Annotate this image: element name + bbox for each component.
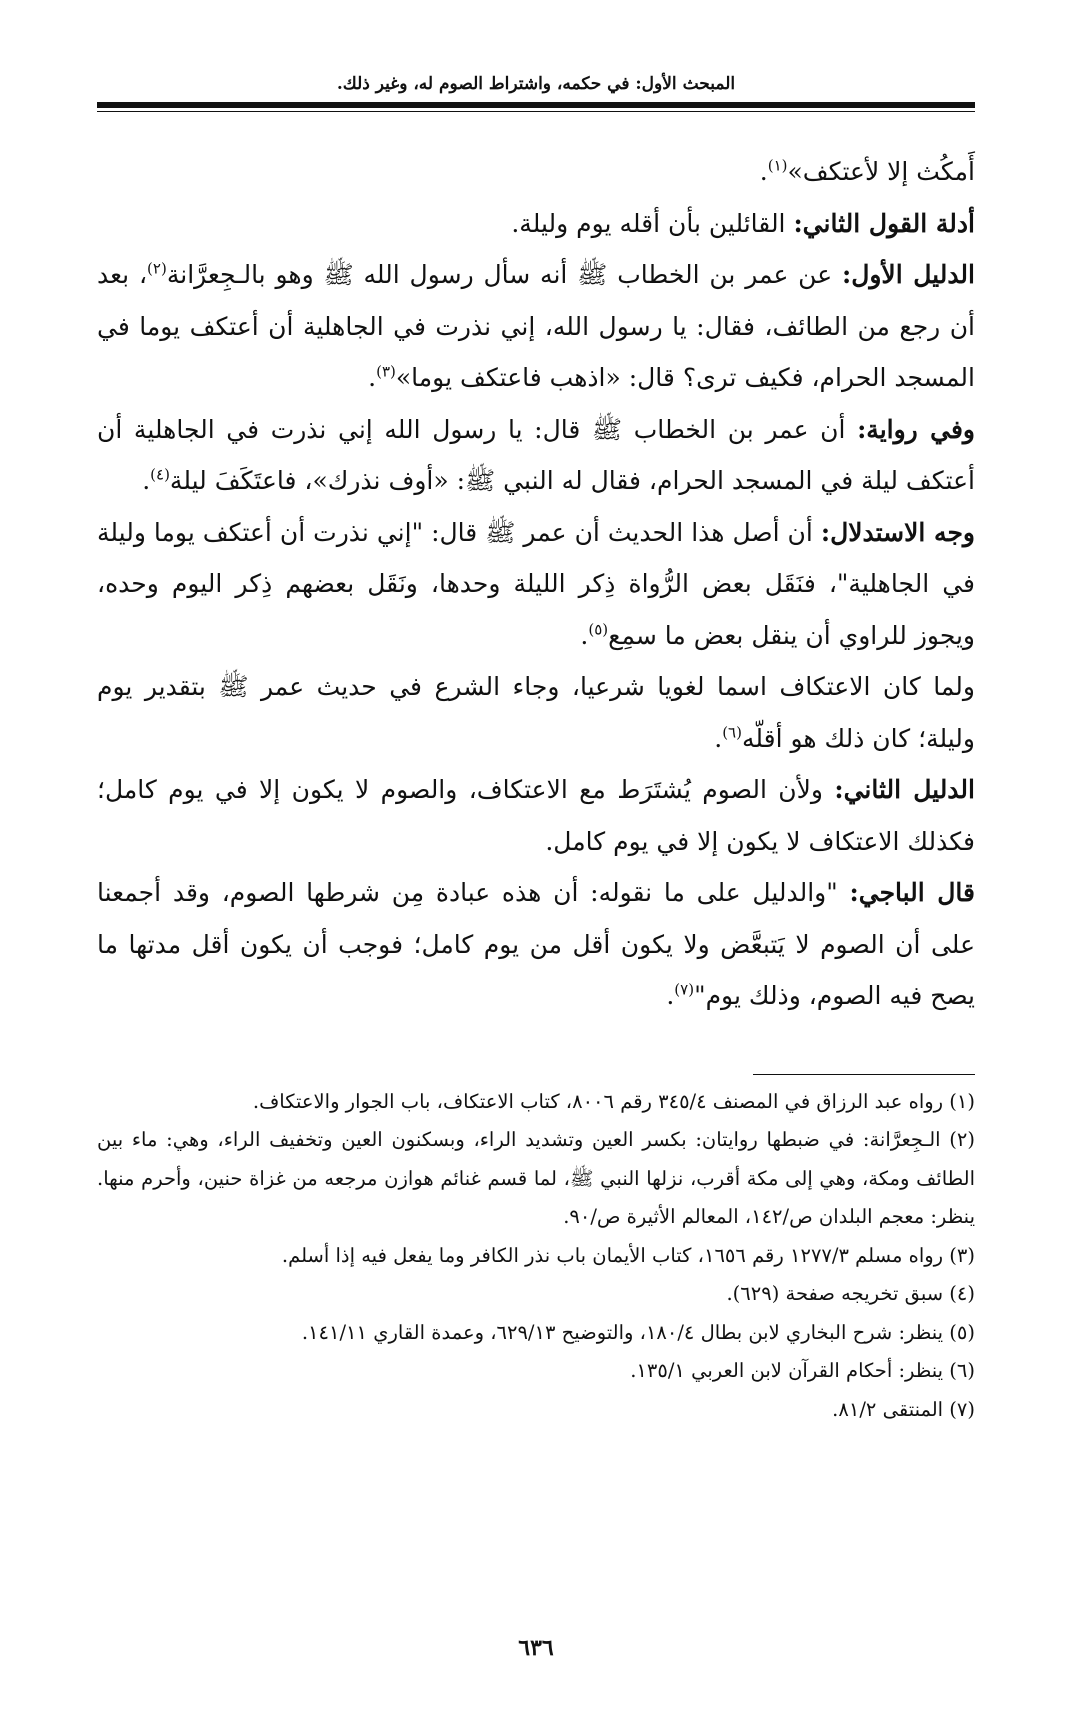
paragraph-4: وفي رواية: أن عمر بن الخطاب ﷺ قال: يا رسول الله إني نذرت في الجاهلية أن أعتكف ليلة في المسجد الحرام، فقال له النبي ﷺ: «أوف نذرك»، فاعتَكَفَ ليلة$^{(٤)}$. [97,414,976,495]
running-title: المبحث الأول: في حكمه، واشتراط الصوم له، وغير ذلك. [336,74,736,94]
paragraph-3: الدليل الأول: عن عمر بن الخطاب ﷺ أنه سأل رسول الله ﷺ وهو بالـجِعرَّانة$^{(٢)}$، بعد أن رجع من الطائف، فقال: يا رسول الله، إني نذرت في الجاهلية أن أعتكف يوما في المسجد الحرام، فكيف ترى؟ قال: «اذهب فاعتكف يوما»$^{(٣)}$. [97,259,975,392]
paragraph-label: الدليل الثاني: [834,775,975,804]
page-number: ٦٣٦ [518,1635,554,1661]
footnote: (٦) ينظر: أحكام القرآن لابن العربي ١٣٥/١. [630,1359,975,1382]
paragraph-label: قال الباجي: [849,878,975,907]
page [97,60,975,1700]
footnote-ref: (٦) [722,723,742,742]
footnote-ref: (٧) [674,980,695,999]
footnotes [97,1083,975,1430]
paragraph-label: الدليل الأول: [841,260,975,289]
paragraph-5: وجه الاستدلال: أن أصل هذا الحديث أن عمر ﷺ قال: "إني نذرت أن أعتكف يوما وليلة في الجاهلية"، فنَقَل بعض الرُّواة ذِكر الليلة وحدها، ونَقَل بعضهم ذِكر اليوم وحده، ويجوز للراوي أن ينقل بعض ما سمِع$^{(٥)}$. [97,517,975,650]
paragraph-6: ولما كان الاعتكاف اسما لغويا شرعيا، وجاء الشرع في حديث عمر ﷺ بتقدير يوم وليلة؛ كان ذلك هو أقلّه$^{(٦)}$. [97,672,975,753]
footnote: (٤) سبق تخريجه صفحة (٦٢٩). [726,1282,975,1305]
header-rule-thick [97,102,975,108]
footnote: (١) رواه عبد الرزاق في المصنف ٣٤٥/٤ رقم ٨٠٠٦، كتاب الاعتكاف، باب الجوار والاعتكاف. [252,1089,975,1113]
paragraph-8: قال الباجي: "والدليل على ما نقوله: أن هذه عبادة مِن شرطها الصوم، وقد أجمعنا على أن الصوم لا يَتبعَّض ولا يكون أقل من يوم كامل؛ فوجب أن يكون أقل مدتها ما يصح فيه الصوم، وذلك يوم"$^{(٧)}$. [97,878,975,1010]
footnote: (٧) المنتقى ٨١/٢. [832,1397,975,1421]
paragraph-label: أدلة القول الثاني: [793,208,975,238]
footnote-separator [753,1074,975,1075]
footnote: (٣) رواه مسلم ١٢٧٧/٣ رقم ١٦٥٦، كتاب الأيمان باب نذر الكافر وما يفعل فيه إذا أسلم. [281,1243,975,1267]
paragraph-1: أَمكُث إلا لأعتكف»$^{(١)}$. [759,156,975,186]
paragraph-label: وجه الاستدلال: [820,517,975,547]
footnote-ref: (٣) [376,362,396,381]
footnote-ref: (١) [767,156,788,175]
paragraph-7: الدليل الثاني: ولأن الصوم يُشتَرَط مع الاعتكاف، والصوم لا يكون إلا في يوم كامل؛ فكذلك الاعتكاف لا يكون إلا في يوم كامل. [97,775,975,856]
footnote: (٢) الـجِعرَّانة: في ضبطها روايتان: بكسر العين وتشديد الراء، وبسكنون العين وتخفيف الراء، وهي: ماء بين الطائف ومكة، وهي إلى مكة أقرب، نزلها النبي ﷺ، لما قسم غنائم هوازن مرجعه من غزاة حنين، وأحرم منها. ينظر: معجم البلدان ص/١٤٢، المعالم الأثيرة ص/٩٠. [97,1128,975,1228]
paragraph-2: أدلة القول الثاني: القائلين بأن أقله يوم وليلة. [511,208,975,238]
footnote-ref: (٢) [147,259,167,278]
footnote: (٥) ينظر: شرح البخاري لابن بطال ١٨٠/٤، والتوضيح ٦٢٩/١٣، وعمدة القاري ١٤١/١١. [301,1320,975,1344]
paragraph-label: وفي رواية: [857,414,976,444]
main-text [97,146,975,1022]
footnote-ref: (٤) [150,465,170,484]
footnote-ref: (٥) [588,620,609,639]
header-rule-thin [97,111,975,112]
